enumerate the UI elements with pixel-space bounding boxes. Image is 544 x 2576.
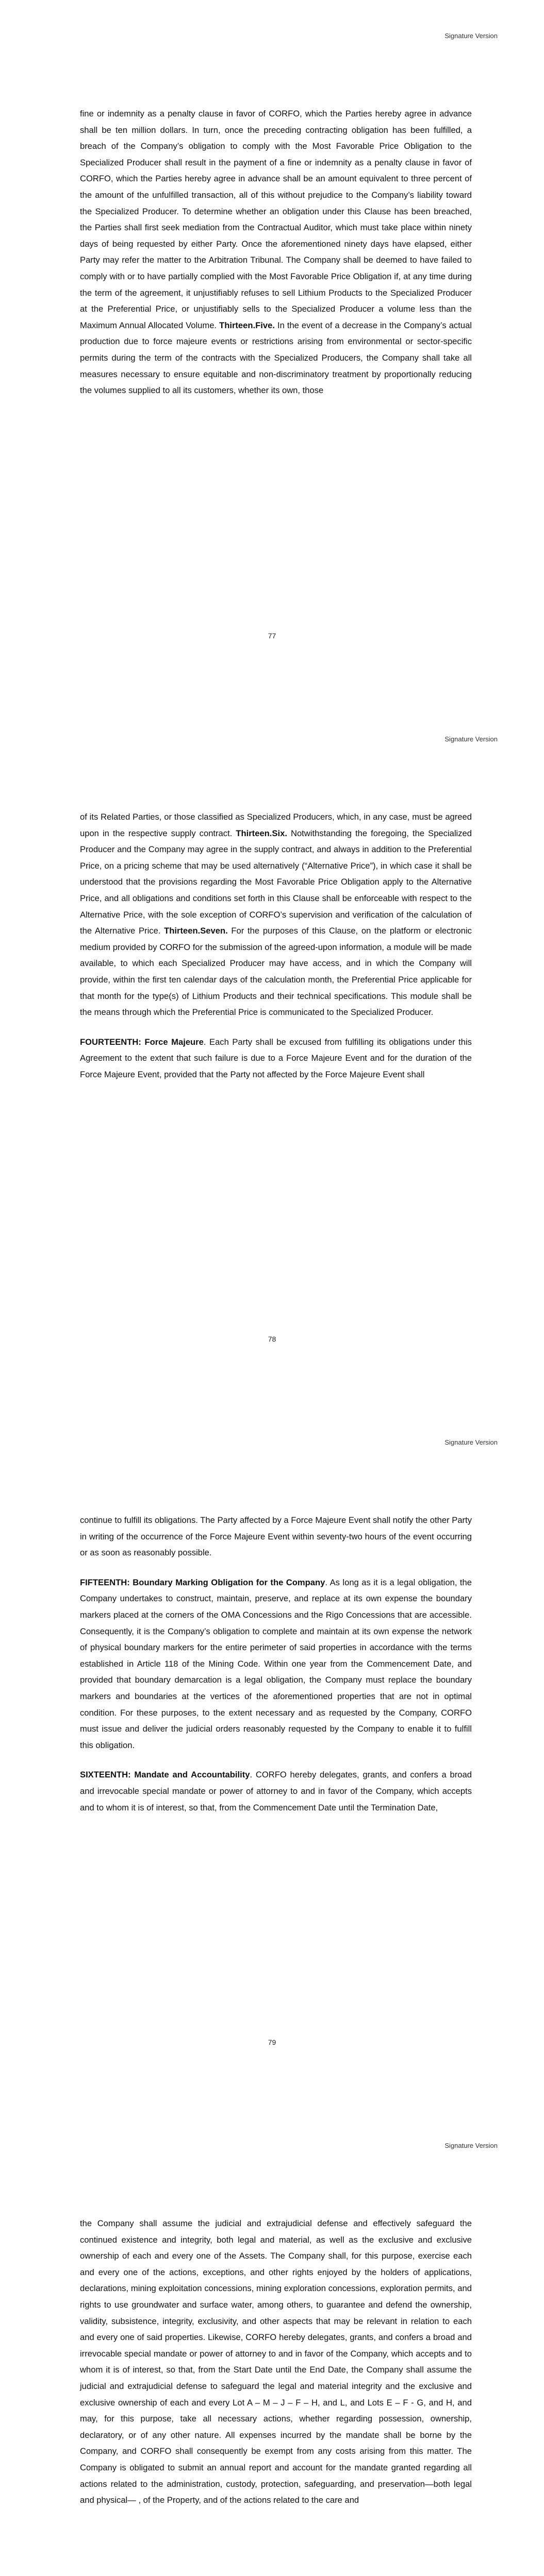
paragraph <box>80 1767 472 1816</box>
page <box>0 1406 544 2110</box>
page-content <box>80 1512 472 1829</box>
section-heading: SIXTEENTH: Mandate and Accountability <box>80 1770 250 1780</box>
page-number: 77 <box>268 632 276 640</box>
page-content <box>80 809 472 1096</box>
page-number: 79 <box>268 2038 276 2046</box>
paragraph <box>80 2215 472 2509</box>
page-content <box>80 106 472 412</box>
text-run: Notwithstanding the foregoing, the Specialized Producer and the Company may agree in the supply contract, and always in addition to the Preferential Price, on a pricing scheme that may be used alternatively (“Alternative Price”), in which case it shall be understood that the provisions regarding the Most Favorable Price Obligation apply to the Alternative Price, and all obligations and conditions set forth in this Clause shall be enforceable with respect to the Alternative Price, with the sole exception of CORFO’s supervision and verification of the calculation of the Alternative Price. <box>80 828 472 936</box>
signature-version-label: Signature Version <box>444 735 498 743</box>
signature-version-label: Signature Version <box>444 2142 498 2149</box>
page <box>0 703 544 1406</box>
text-run: For the purposes of this Clause, on the platform or electronic medium provided by CORFO for the submission of the agreed-upon information, a module will be made available, to which each Specialized Producer may have access, and in which the Company will provide, within the first ten calendar days of the calculation month, the Preferential Price applicable for that month for the type(s) of Lithium Products and their technical specifications. This module shall be the means through which the Preferential Price is communicated to the Specialized Producer. <box>80 926 472 1018</box>
text-run: continue to fulfill its obligations. The Party affected by a Force Majeure Event shall notify the other Party in writing of the occurrence of the Force Majeure Event within seventy-two hours of the event occurring or as soon as reasonably possible. <box>80 1515 472 1558</box>
section-heading: FOURTEENTH: Force Majeure <box>80 1037 204 1047</box>
text-run: of its Related Parties, or those classified as Specialized Producers, which, in any case, must be agreed upon in the respective supply contract. <box>80 812 472 838</box>
text-run: In the event of a decrease in the Company’s actual production due to force majeure events or restrictions arising from environmental or sector-specific permits during the term of the contracts with the Specialized Producers, the Company shall take all measures necessary to ensure equitable and non-discriminatory treatment by proportionally reducing the volumes supplied to all its customers, whether its own, those <box>80 320 472 396</box>
paragraph <box>80 1574 472 1754</box>
text-run: . Each Party shall be excused from fulfilling its obligations under this Agreement to the extent that such failure is due to a Force Majeure Event and for the duration of the Force Majeure Event, provided that the Party not affected by the Force Majeure Event shall <box>80 1037 472 1079</box>
text-run: . CORFO hereby delegates, grants, and confers a broad and irrevocable special mandate or power of attorney to and in favor of the Company, which accepts and to whom it is of interest, so that, from the Commencement Date until the Termination Date, <box>80 1770 472 1812</box>
page <box>0 2110 544 2576</box>
text-run: . As long as it is a legal obligation, the Company undertakes to construct, maintain, preserve, and replace at its own expense the boundary markers placed at the corners of the OMA Concessions and the Rigo Concessions that are accessible. Consequently, it is the Company’s obligation to complete and maintain at its own expense the network of physical boundary markers for the entire perimeter of said properties in accordance with the terms established in Article 118 of the Mining Code. Within one year from the Commencement Date, and provided that boundary demarcation is a legal obligation, the Company must replace the boundary markers and boundaries at the vertices of the aforementioned properties that are not in optimal condition. For these purposes, to the extent necessary and as requested by the Company, CORFO must issue and deliver the judicial orders reasonably requested by the Company to enable it to fulfill this obligation. <box>80 1577 472 1750</box>
text-run: the Company shall assume the judicial and extrajudicial defense and effectively safeguard the continued existence and integrity, both legal and material, as well as the exclusive and exclusive ownership of each and every one of the Assets. The Company shall, for this purpose, exercise each and every one of the actions, exceptions, and other rights enjoyed by the holders of applications, declarations, mining exploitation concessions, mining exploration concessions, exploration permits, and rights to use groundwater and surface water, among others, to guarantee and defend the ownership, validity, subsistence, integrity, exclusivity, and other aspects that may be relevant in relation to each and every one of said properties. Likewise, CORFO hereby delegates, grants, and confers a broad and irrevocable special mandate or power of attorney to and in favor of the Company, which accepts and to whom it is of interest, so that, from the Start Date until the End Date, the Company shall assume the judicial and extrajudicial defense to safeguard the legal and material integrity and the exclusive and exclusive ownership of each and every Lot A – M – J – F – H, and L, and Lots E – F - G, and H, and may, for this purpose, take all necessary actions, whether regarding possession, ownership, declaratory, or of any other nature. All expenses incurred by the mandate shall be borne by the Company, and CORFO shall consequently be exempt from any costs arising from this matter. The Company is obligated to submit an annual report and account for the mandate granted regarding all actions related to the administration, custody, protection, safeguarding, and preservation—both legal and physical— , of the Property, and of the actions related to the care and <box>80 2218 472 2505</box>
page-content <box>80 2215 472 2522</box>
section-heading: FIFTEENTH: Boundary Marking Obligation for the Company <box>80 1577 325 1587</box>
paragraph <box>80 106 472 399</box>
page-number: 78 <box>268 1335 276 1343</box>
page <box>0 0 544 703</box>
section-heading: Thirteen.Six. <box>236 828 287 838</box>
section-heading: Thirteen.Seven. <box>164 926 228 936</box>
paragraph <box>80 1512 472 1561</box>
paragraph <box>80 1034 472 1083</box>
paragraph <box>80 809 472 1021</box>
signature-version-label: Signature Version <box>444 1438 498 1446</box>
text-run: fine or indemnity as a penalty clause in favor of CORFO, which the Parties hereby agree in advance shall be ten million dollars. In turn, once the preceding contracting obligation has been fulfilled, a breach of the Company’s obligation to comply with the Most Favorable Price Obligation to the Specialized Producer shall result in the payment of a fine or indemnity as a penalty clause in favor of CORFO, which the Parties hereby agree in advance shall be an amount equivalent to three percent of the amount of the unfulfilled transaction, all of this without prejudice to the Company’s liability toward the Specialized Producer. To determine whether an obligation under this Clause has been breached, the Parties shall first seek mediation from the Contractual Auditor, which must take place within ninety days of being requested by either Party. Once the aforementioned ninety days have elapsed, either Party may refer the matter to the Arbitration Tribunal. The Company shall be deemed to have failed to comply with or to have partially complied with the Most Favorable Price Obligation if, at any time during the term of the agreement, it unjustifiably refuses to sell Lithium Products to the Specialized Producer at the Preferential Price, or unjustifiably sells to the Specialized Producer a volume less than the Maximum Annual Allocated Volume. <box>80 109 472 330</box>
signature-version-label: Signature Version <box>444 32 498 40</box>
section-heading: Thirteen.Five. <box>219 320 275 330</box>
